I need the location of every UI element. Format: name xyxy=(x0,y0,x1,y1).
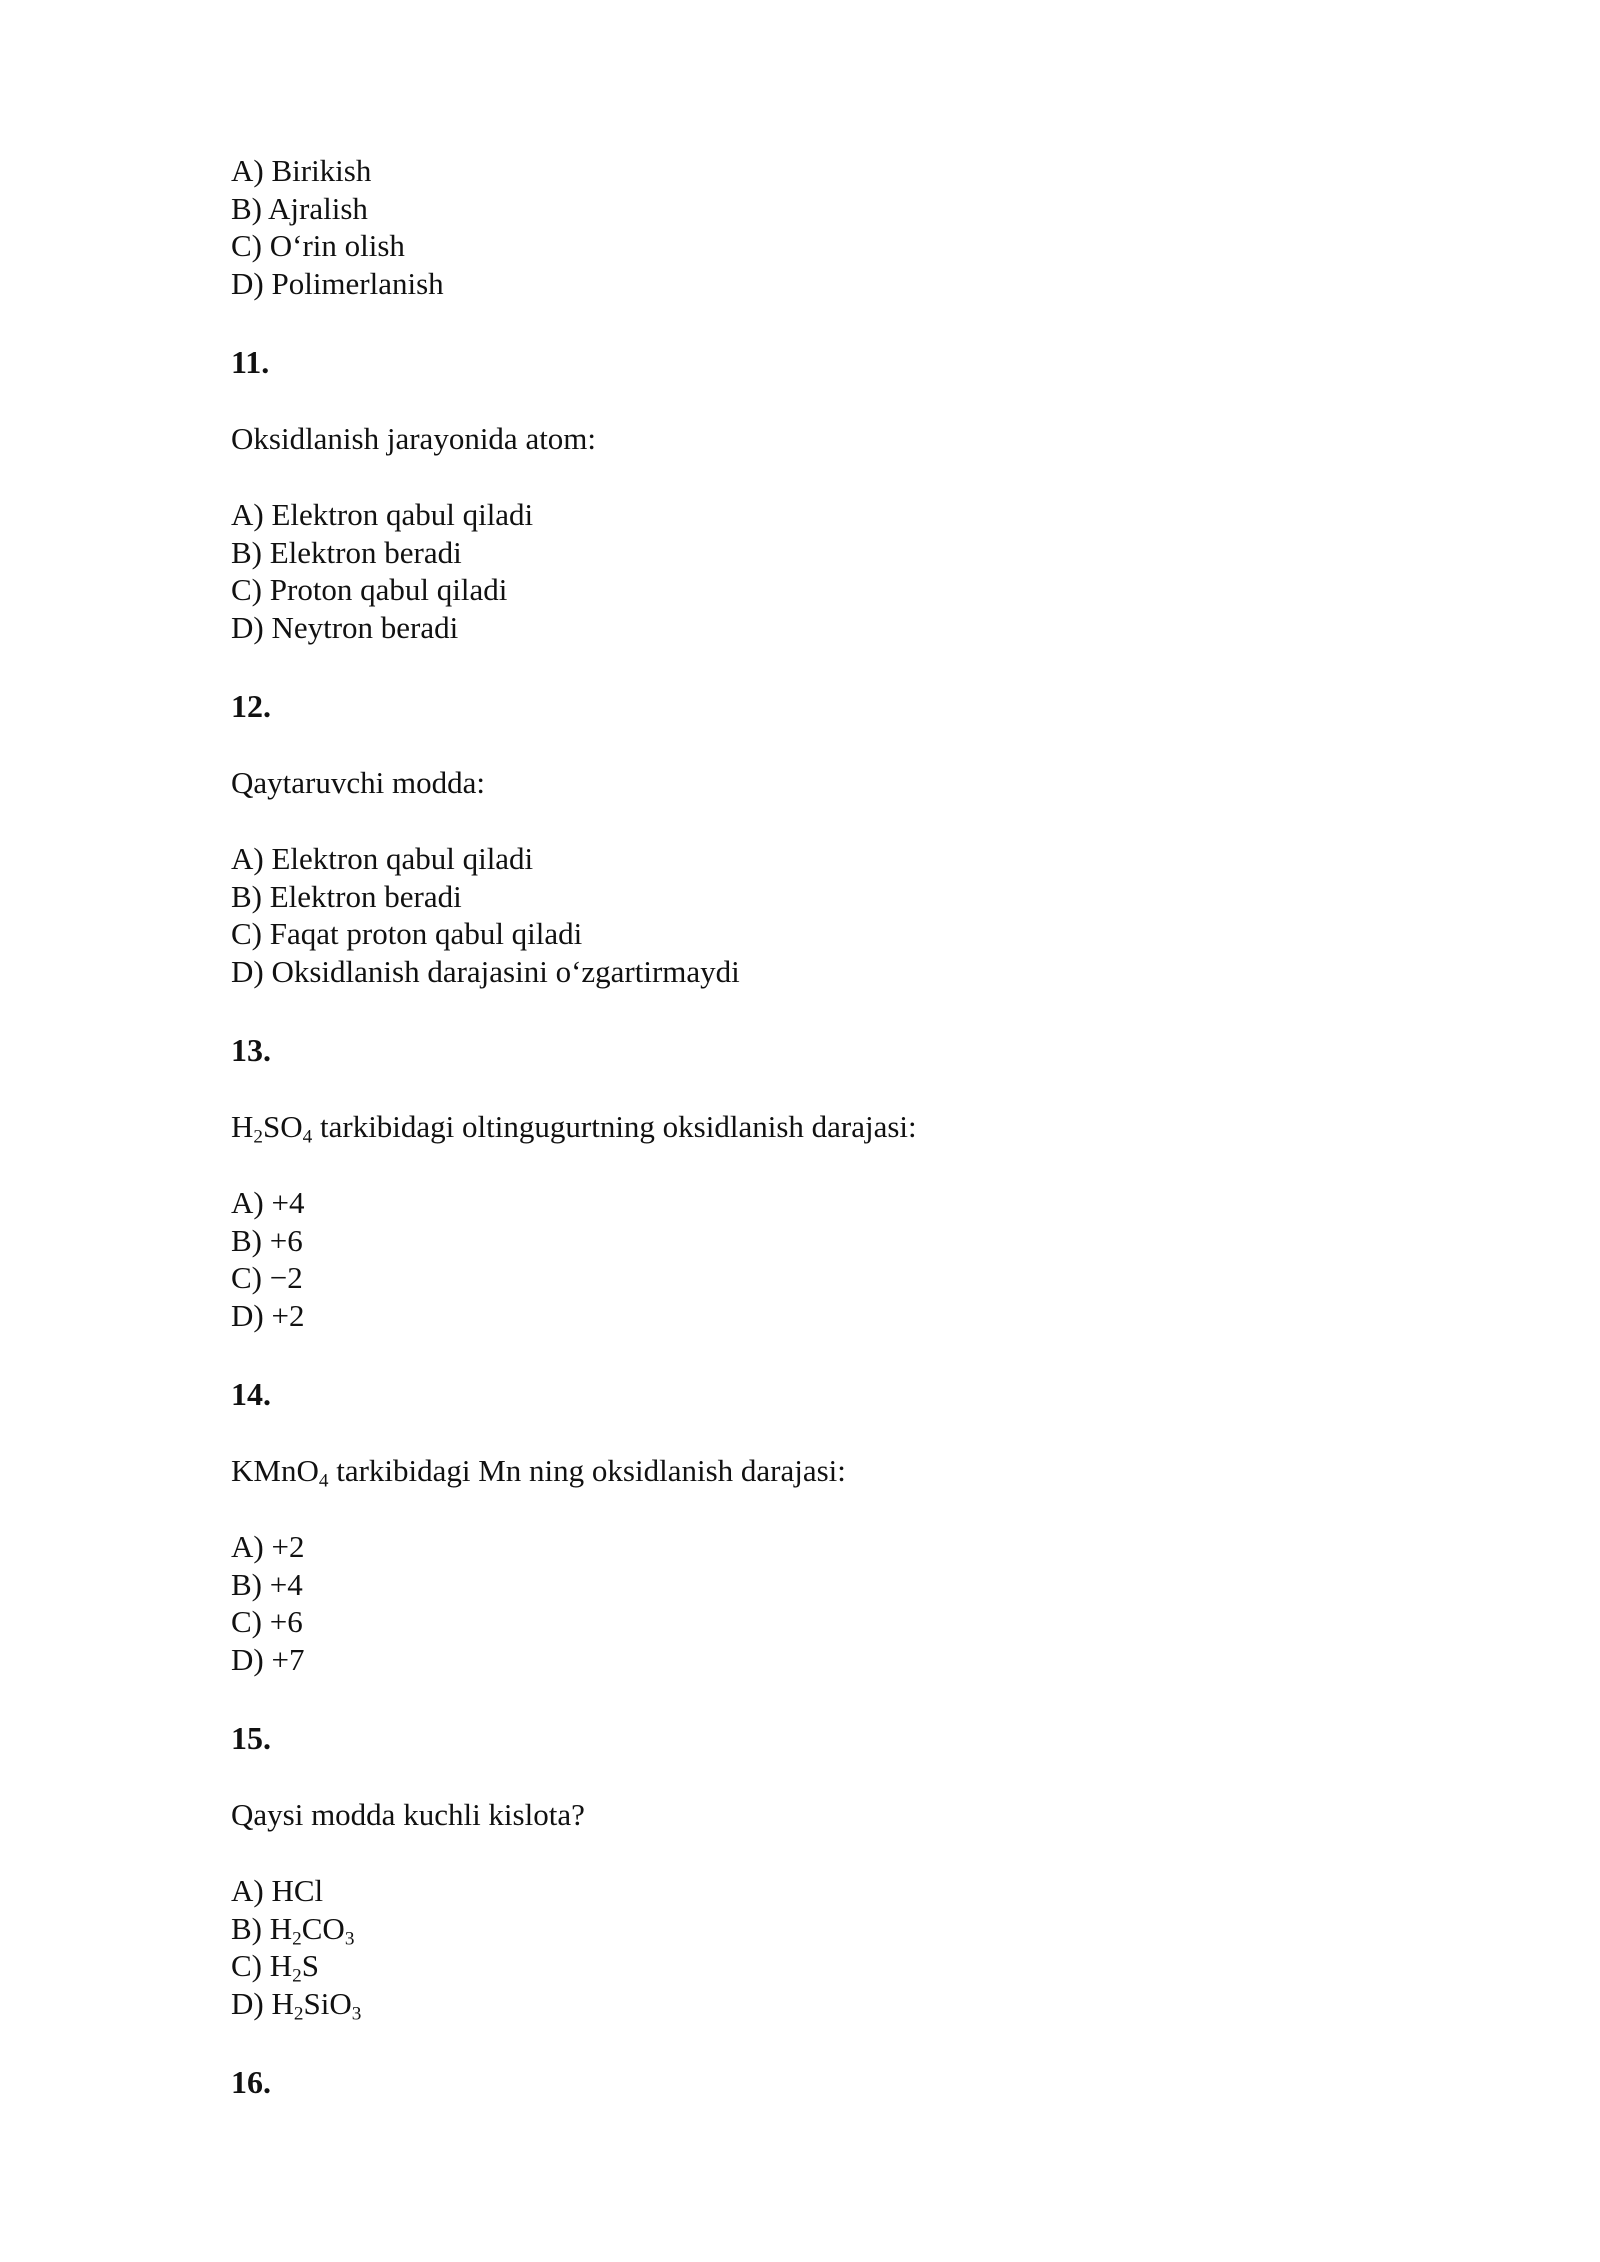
q14-options xyxy=(231,1528,1371,1678)
q11-option-d: D) Neytron beradi xyxy=(231,609,459,645)
q15-option-b: B) $H_2CO_3$ xyxy=(231,1910,355,1949)
q12-option-a: A) Elektron qabul qiladi xyxy=(231,841,534,876)
q10-option-a: A) Birikish xyxy=(231,153,372,188)
q13-text xyxy=(231,1108,1371,1146)
q15-number: 15. xyxy=(231,1720,271,1756)
q15-text: Qaysi modda kuchli kislota? xyxy=(231,1797,585,1832)
q11-number: 11. xyxy=(231,344,270,380)
q12-option-d: D) Oksidlanish darajasini o‘zgartirmaydi xyxy=(231,953,740,989)
q14-option-a: A) +2 xyxy=(231,1529,305,1564)
q13-option-d: D) +2 xyxy=(231,1297,305,1333)
q11-option-b: B) Elektron beradi xyxy=(231,534,462,570)
q15-option-d: D) $H_2SiO_3$ xyxy=(231,1985,362,2024)
q13-options xyxy=(231,1184,1371,1334)
q14-option-c: C) +6 xyxy=(231,1604,303,1639)
q13-text-rest: tarkibidagi oltingugurtning oksidlanish darajasi: xyxy=(312,1109,917,1144)
q15-options xyxy=(231,1872,1371,2022)
q11-option-c: C) Proton qabul qiladi xyxy=(231,572,508,607)
q10-option-d: D) Polimerlanish xyxy=(231,265,444,301)
q13-option-b: B) +6 xyxy=(231,1222,303,1258)
q14-number: 14. xyxy=(231,1376,271,1412)
q11-option-a: A) Elektron qabul qiladi xyxy=(231,497,534,532)
q10-option-c: C) O‘rin olish xyxy=(231,228,405,263)
q16-number: 16. xyxy=(231,2064,271,2100)
q13-formula: $H_2SO_4$ xyxy=(231,1109,313,1148)
q13-option-c: C) −2 xyxy=(231,1260,303,1295)
q12-text: Qaytaruvchi modda: xyxy=(231,765,485,800)
document-page xyxy=(231,152,1371,2102)
q12-options xyxy=(231,840,1371,990)
q14-option-d: D) +7 xyxy=(231,1641,305,1677)
q12-option-b: B) Elektron beradi xyxy=(231,878,462,914)
q14-text-rest: tarkibidagi Mn ning oksidlanish darajasi: xyxy=(328,1453,846,1488)
q15-option-a: A) HCl xyxy=(231,1873,324,1908)
q15-option-c: C) $H_2S$ xyxy=(231,1948,319,1987)
q11-text: Oksidlanish jarayonida atom: xyxy=(231,421,597,456)
q10-options xyxy=(231,152,1371,302)
q14-text xyxy=(231,1452,1371,1490)
q14-formula: KMnO$_4$ xyxy=(231,1453,329,1492)
q12-number: 12. xyxy=(231,688,271,724)
q10-option-b: B) Ajralish xyxy=(231,190,368,226)
q13-number: 13. xyxy=(231,1032,271,1068)
q11-options xyxy=(231,496,1371,646)
q12-option-c: C) Faqat proton qabul qiladi xyxy=(231,916,583,951)
q13-option-a: A) +4 xyxy=(231,1185,305,1220)
q14-option-b: B) +4 xyxy=(231,1566,303,1602)
